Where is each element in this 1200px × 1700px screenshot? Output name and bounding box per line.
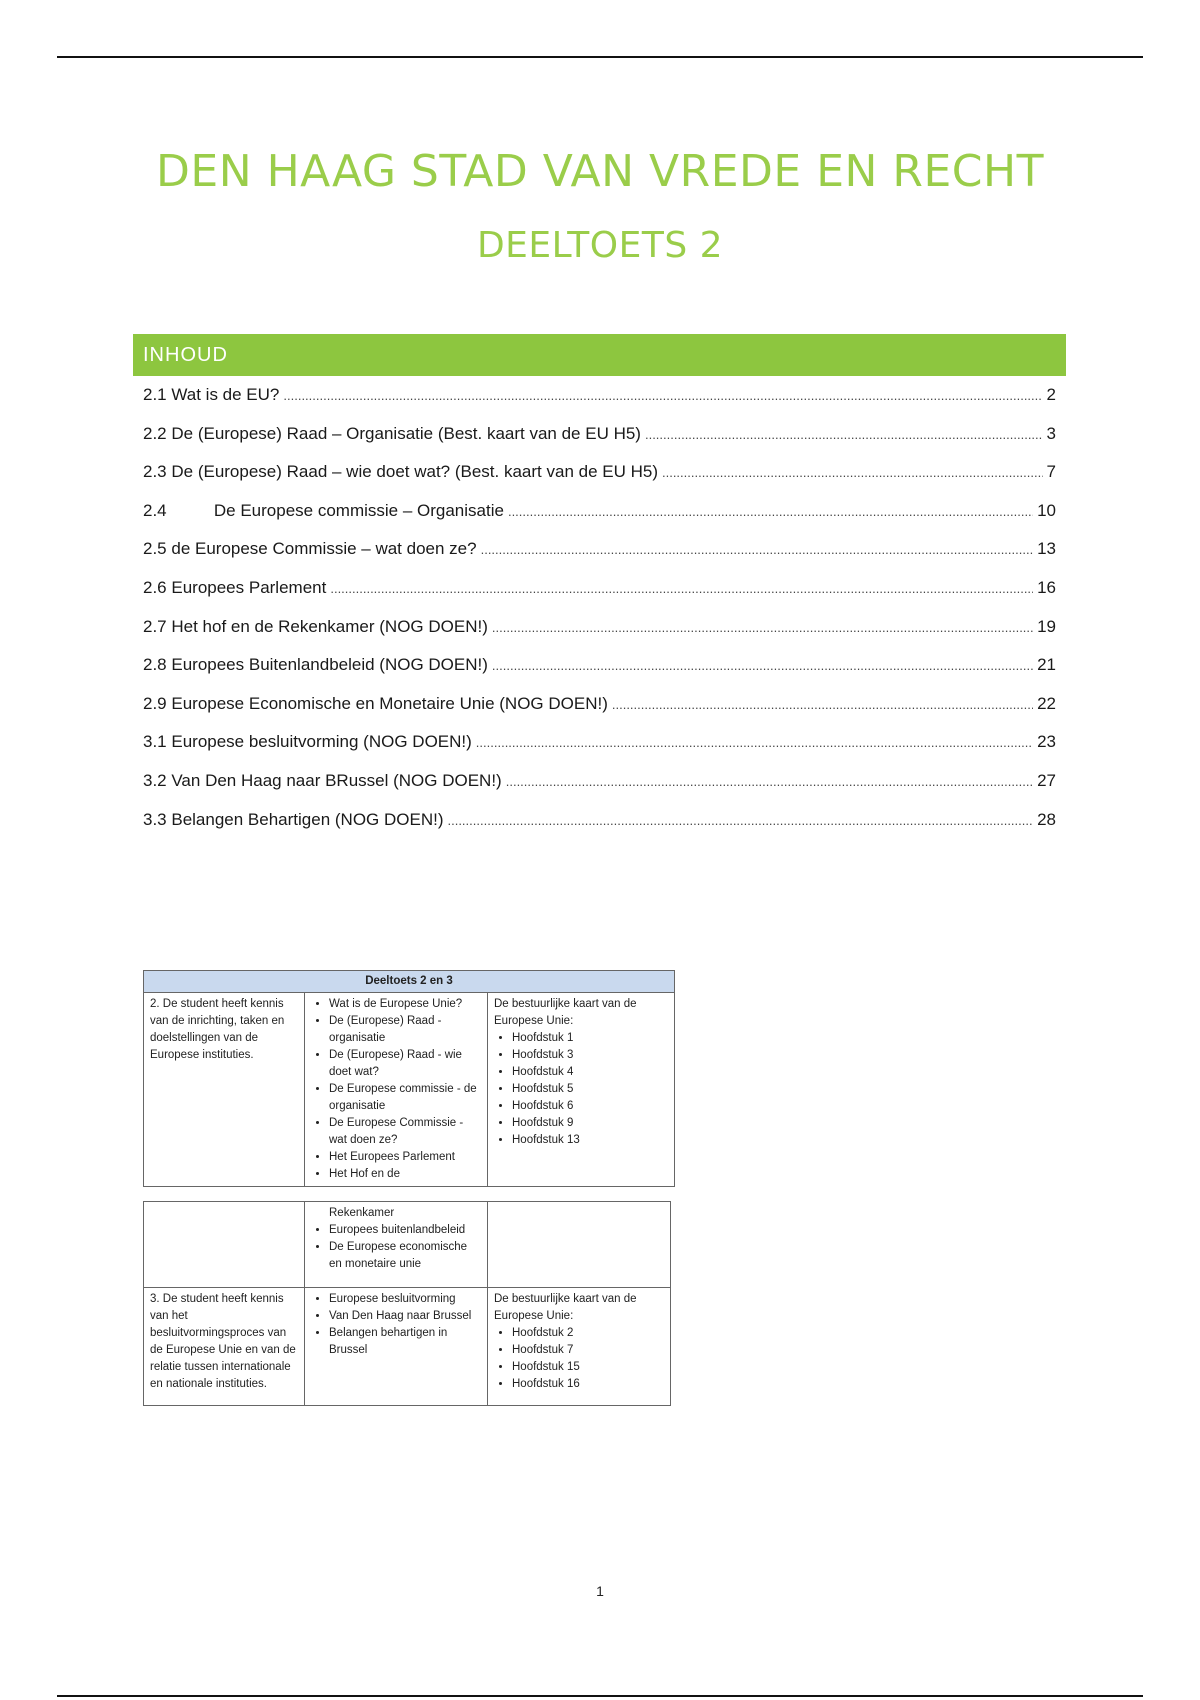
toc-entry-number: 3.3 bbox=[143, 809, 172, 829]
list-item: • Belangen behartigen in Brussel bbox=[329, 1325, 481, 1359]
toc-entry-page: 27 bbox=[1037, 770, 1056, 790]
toc-entry[interactable] bbox=[133, 646, 1066, 685]
list-item: • Hoofdstuk 13 bbox=[512, 1132, 668, 1149]
list-item: • Hoofdstuk 9 bbox=[512, 1115, 668, 1132]
toc-dot-leader bbox=[447, 802, 1033, 841]
list-item: • Wat is de Europese Unie? bbox=[329, 996, 481, 1013]
toc-entry-page: 23 bbox=[1037, 732, 1056, 752]
list-item: • De Europese Commissie - wat doen ze? bbox=[329, 1115, 481, 1149]
toc-entry[interactable] bbox=[133, 762, 1066, 801]
list-item: • De Europese economische en monetaire unie bbox=[329, 1239, 481, 1273]
toc-entry[interactable] bbox=[133, 608, 1066, 647]
toc-entry-label: Europese besluitvorming (NOG DOEN!) bbox=[171, 732, 472, 752]
toc-entry[interactable] bbox=[133, 453, 1066, 492]
toc-entry-number: 2.5 bbox=[143, 539, 172, 559]
topics-list bbox=[311, 1291, 481, 1359]
toc-dot-leader bbox=[283, 377, 1042, 416]
topics-list bbox=[311, 996, 481, 1183]
document-subtitle: DEELTOETS 2 bbox=[476, 225, 724, 266]
list-item: • De (Europese) Raad - organisatie bbox=[329, 1013, 481, 1047]
toc-entry-label: Het hof en de Rekenkamer (NOG DOEN!) bbox=[171, 616, 488, 636]
table-of-contents bbox=[133, 334, 1066, 839]
toc-dot-leader bbox=[481, 531, 1033, 570]
learning-goals-table-2 bbox=[143, 1201, 671, 1406]
chapters-list bbox=[494, 1030, 668, 1149]
list-item: • Hoofdstuk 6 bbox=[512, 1098, 668, 1115]
source-title: De bestuurlijke kaart van de Europese Unie: bbox=[494, 1293, 637, 1322]
toc-entry-label: De (Europese) Raad – wie doet wat? (Best. kaart van de EU H5) bbox=[171, 462, 658, 482]
toc-entry-page: 2 bbox=[1046, 385, 1056, 404]
list-item: • Het Europees Parlement bbox=[329, 1149, 481, 1166]
source-cell bbox=[488, 1288, 671, 1406]
toc-entry-page: 22 bbox=[1037, 693, 1056, 713]
toc-entry[interactable] bbox=[133, 492, 1066, 531]
list-item: • Hoofdstuk 7 bbox=[512, 1342, 664, 1359]
document-title: DEN HAAG STAD VAN VREDE EN RECHT bbox=[156, 146, 1044, 197]
toc-entry-number: 2.8 bbox=[143, 655, 172, 675]
toc-entry-label: De (Europese) Raad – Organisatie (Best. kaart van de EU H5) bbox=[171, 423, 641, 443]
continuation-text: Rekenkamer bbox=[329, 1207, 395, 1219]
list-item: • De Europese commissie - de organisatie bbox=[329, 1081, 481, 1115]
source-cell bbox=[488, 993, 675, 1187]
toc-entry-number: 2.9 bbox=[143, 693, 172, 713]
toc-dot-leader bbox=[506, 763, 1033, 802]
toc-entry[interactable] bbox=[133, 376, 1066, 415]
toc-entry-page: 19 bbox=[1037, 616, 1056, 636]
toc-dot-leader bbox=[612, 686, 1033, 725]
top-rule bbox=[57, 56, 1143, 58]
toc-entry-number: 2.2 bbox=[143, 423, 172, 443]
toc-entry[interactable] bbox=[133, 415, 1066, 454]
toc-entry-label: Europees Buitenlandbeleid (NOG DOEN!) bbox=[171, 655, 488, 675]
toc-entry-page: 10 bbox=[1037, 500, 1056, 520]
toc-dot-leader bbox=[508, 493, 1033, 532]
toc-entry-page: 13 bbox=[1037, 539, 1056, 559]
toc-entry-page: 21 bbox=[1037, 655, 1056, 675]
topics-cell bbox=[305, 1288, 488, 1406]
toc-entry-number: 2.3 bbox=[143, 462, 172, 482]
empty-cell bbox=[144, 1202, 305, 1288]
toc-entry-page: 3 bbox=[1046, 423, 1056, 443]
toc-entry-label: De Europese commissie – Organisatie bbox=[213, 500, 504, 520]
source-title: De bestuurlijke kaart van de Europese Unie: bbox=[494, 998, 637, 1027]
toc-entry[interactable] bbox=[133, 530, 1066, 569]
toc-entry-label: Europese Economische en Monetaire Unie (NOG DOEN!) bbox=[171, 693, 608, 713]
goal-cell: 3. De student heeft kennis van het besluitvormingsproces van de Europese Unie en van de relatie tussen internationale en nationale instituties. bbox=[144, 1288, 305, 1406]
toc-entry-number: 3.1 bbox=[143, 732, 172, 752]
toc-dot-leader bbox=[645, 416, 1043, 455]
toc-heading: INHOUD bbox=[133, 334, 1066, 376]
list-item: • Hoofdstuk 2 bbox=[512, 1325, 664, 1342]
list-item: • Hoofdstuk 1 bbox=[512, 1030, 668, 1047]
toc-entry[interactable] bbox=[133, 801, 1066, 840]
page-number: 1 bbox=[596, 1583, 604, 1599]
toc-entry[interactable] bbox=[133, 685, 1066, 724]
toc-entry-number: 2.1 bbox=[143, 385, 172, 404]
toc-entry-page: 28 bbox=[1037, 809, 1056, 829]
toc-dot-leader bbox=[330, 570, 1033, 609]
toc-list bbox=[133, 376, 1066, 839]
toc-entry-label: Belangen Behartigen (NOG DOEN!) bbox=[171, 809, 444, 829]
toc-entry-label: Europees Parlement bbox=[171, 577, 327, 597]
list-item: • Van Den Haag naar Brussel bbox=[329, 1308, 481, 1325]
table-header: Deeltoets 2 en 3 bbox=[144, 971, 675, 993]
topics-cell bbox=[305, 993, 488, 1187]
list-item: • Hoofdstuk 16 bbox=[512, 1376, 664, 1393]
list-item: • De (Europese) Raad - wie doet wat? bbox=[329, 1047, 481, 1081]
toc-dot-leader bbox=[492, 647, 1033, 686]
learning-goals-table-1 bbox=[143, 970, 675, 1187]
list-item: • Hoofdstuk 3 bbox=[512, 1047, 668, 1064]
toc-entry-label: Van Den Haag naar BRussel (NOG DOEN!) bbox=[171, 770, 502, 790]
chapters-list bbox=[494, 1325, 664, 1393]
topics-continuation-list bbox=[311, 1222, 481, 1273]
toc-entry-page: 7 bbox=[1046, 462, 1056, 482]
topics-continuation-cell bbox=[305, 1202, 488, 1288]
toc-entry-number: 2.7 bbox=[143, 616, 172, 636]
toc-dot-leader bbox=[662, 454, 1043, 493]
toc-entry-number: 3.2 bbox=[143, 770, 172, 790]
toc-dot-leader bbox=[476, 724, 1033, 763]
goal-cell: 2. De student heeft kennis van de inrichting, taken en doelstellingen van de Europese instituties. bbox=[144, 993, 305, 1187]
list-item: • Europese besluitvorming bbox=[329, 1291, 481, 1308]
list-item: • Het Hof en de bbox=[329, 1166, 481, 1183]
list-item: • Europees buitenlandbeleid bbox=[329, 1222, 481, 1239]
bottom-rule bbox=[57, 1695, 1143, 1697]
toc-dot-leader bbox=[492, 609, 1033, 648]
list-item: • Hoofdstuk 5 bbox=[512, 1081, 668, 1098]
toc-entry-number: 2.6 bbox=[143, 577, 172, 597]
toc-entry-number: 2.4 bbox=[143, 500, 214, 520]
toc-entry-page: 16 bbox=[1037, 577, 1056, 597]
list-item: • Hoofdstuk 4 bbox=[512, 1064, 668, 1081]
empty-cell bbox=[488, 1202, 671, 1288]
toc-entry-label: Wat is de EU? bbox=[171, 385, 280, 404]
list-item: • Hoofdstuk 15 bbox=[512, 1359, 664, 1376]
toc-entry-label: de Europese Commissie – wat doen ze? bbox=[171, 539, 477, 559]
toc-entry[interactable] bbox=[133, 723, 1066, 762]
toc-entry[interactable] bbox=[133, 569, 1066, 608]
